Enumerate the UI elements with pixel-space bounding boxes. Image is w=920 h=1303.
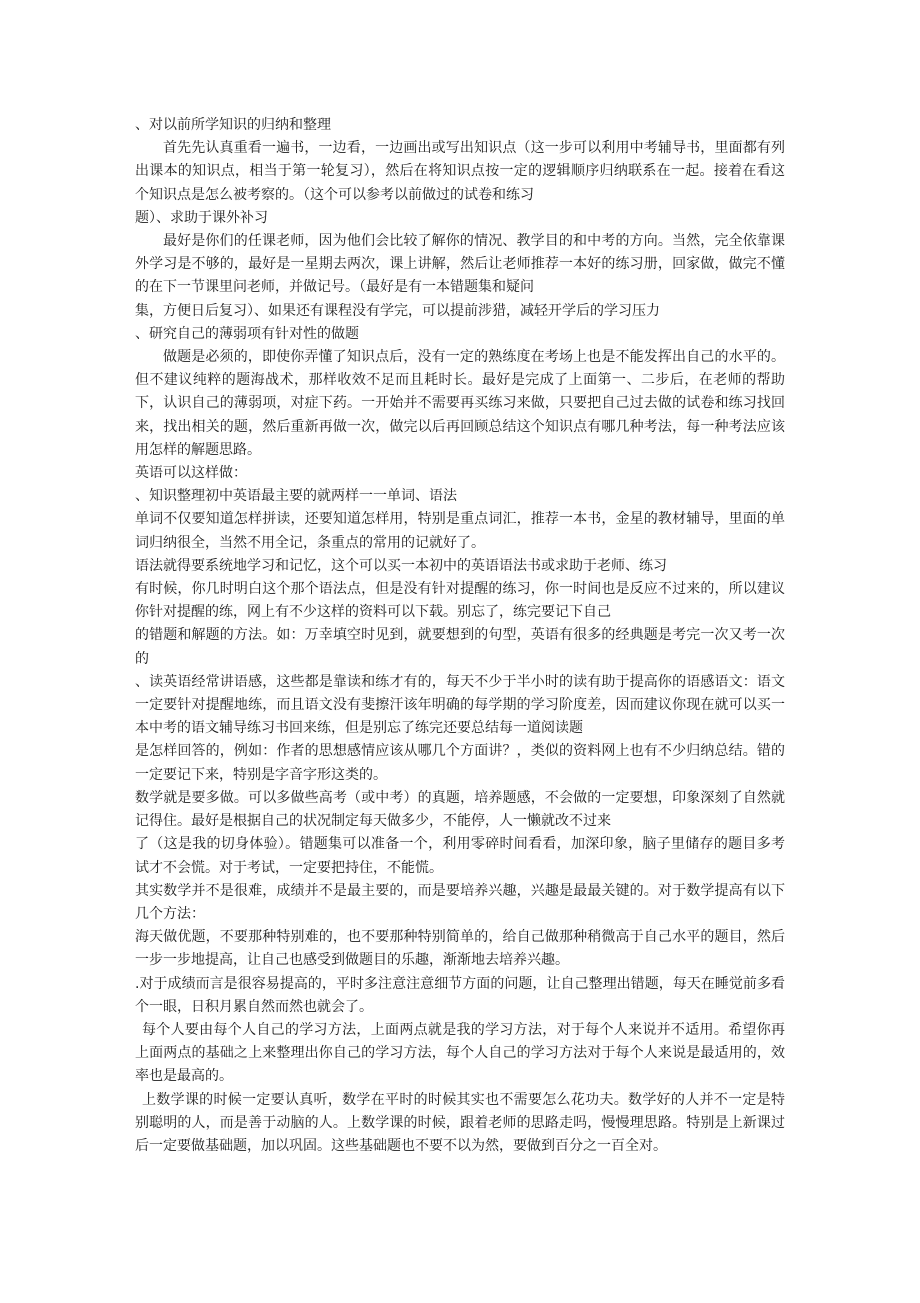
paragraph-math-method-2: .对于成绩而言是很容易提高的，平时多注意注意细节方面的问题，让自己整理出错题，每天在睡觉前多看个一眼，日积月累自然而然也就会了。 — [135, 975, 785, 1015]
paragraph-reading-chinese: 、读英语经常讲语感，这些都是靠读和练才有的，每天不少于半小时的读有助于提高你的语感语文：语文一定要针对提醒地练，而且语文没有斐擦汗该年明确的每学期的学习阶度差，因而建议你现在就可以买一本中考的语文辅导练习书回来练，但是别忘了练完还要总结每一道阅读题 — [135, 673, 785, 737]
paragraph-teacher-tutoring: 最好是你们的任课老师，因为他们会比较了解你的情况、教学目的和中考的方向。当然，完全依靠课外学习是不够的，最好是一星期去两次，课上讲解，然后让老师推荐一本好的练习册，回家做，做完不懂的在下一节课里问老师，并做记号。（最好是有一本错题集和疑问 — [135, 233, 785, 296]
paragraph-grammar-practice: 有时候，你几时明白这个那个语法点，但是没有针对提醒的练习，你一时间也是反应不过来的，所以建议你针对提醒的练，网上有不少这样的资料可以下载。别忘了，练完要记下自己 — [135, 581, 785, 621]
paragraph-math-method-1: 海天做优题，不要那种特别难的，也不要那种特别简单的，给自己做那种稍微高于自己水平的题目，然后一步一步地提高，让自己也感受到做题目的乐趣，渐渐地去培养兴趣。 — [135, 929, 785, 969]
heading-extra-tutoring: 题）、求助于课外补习 — [135, 209, 268, 226]
paragraph-practice-exercises: 做题是必须的，即使你弄懂了知识点后，没有一定的熟练度在考场上也是不能发挥出自己的水平的。但不建议纯粹的题海战术，那样收效不足而且耗时长。最好是完成了上面第一、二步后，在老师的帮助下，认识自己的薄弱项，对症下药。一开始并不需要再买练习来做，只要把自己过去做的试卷和练习找回来，找出相关的题，然后重新再做一次，做完以后再回顾总结这个知识点有哪几种考法，每一种考法应该用怎样的解题思路。 — [135, 349, 785, 458]
document-body — [135, 114, 785, 1158]
paragraph-math-error-book: 了（这是我的切身体验）。错题集可以准备一个，利用零碎时间看看，加深印象，脑子里储存的题目多考试才不会慌。对于考试，一定要把持住，不能慌。 — [135, 836, 785, 876]
paragraph-math-practice: 数学就是要多做。可以多做些高考（或中考）的真题，培养题感，不会做的一定要想，印象深刻了自然就记得住。最好是根据自己的状况制定每天做多少，不能停，人一懒就改不过来 — [135, 789, 785, 830]
paragraph-reading-answers: 是怎样回答的，例如：作者的思想感情应该从哪几个方面讲？，类似的资料网上也有不少归纳总结。错的一定要记下来，特别是字音字形这类的。 — [135, 743, 785, 783]
paragraph-vocabulary: 单词不仅要知道怎样拼读，还要知道怎样用，特别是重点词汇，推荐一本书，金星的教材辅导，里面的单词归纳很全，当然不用全记，条重点的常用的记就好了。 — [135, 511, 785, 551]
heading-english: 英语可以这样做： — [135, 465, 247, 482]
heading-knowledge-review: 、对以前所学知识的归纳和整理 — [135, 117, 331, 133]
heading-english-knowledge: 、知识整理初中英语最主要的就两样一一单词、语法 — [135, 488, 457, 505]
heading-weak-points: 、研究自己的薄弱项有针对性的做题 — [135, 325, 359, 342]
paragraph-error-notes: 的错题和解题的方法。如：万幸填空时见到，就要想到的句型，英语有很多的经典题是考完一次又考一次的 — [135, 627, 785, 667]
paragraph-grammar: 语法就得要系统地学习和记忆，这个可以买一本初中的英语语法书或求助于老师、练习 — [135, 557, 667, 574]
paragraph-math-class: 上数学课的时候一定要认真听，数学在平时的时候其实也不需要怎么花功夫。数学好的人并不一定是特别聪明的人，而是善于动脑的人。上数学课的时候，跟着老师的思路走吗，慢慢理思路。特别是上新课过后一定要做基础题，加以巩固。这些基础题也不要不以为然，要做到百分之一百全对。 — [135, 1091, 785, 1154]
paragraph-reread-book: 首先先认真重看一遍书，一边看，一边画出或写出知识点（这一步可以利用中考辅导书，里面都有列出课本的知识点，相当于第一轮复习），然后在将知识点按一定的逻辑顺序归纳联系在一起。接着在看这个知识点是怎么被考察的。（这个可以参考以前做过的试卷和练习 — [135, 140, 785, 203]
paragraph-review-preview: 集，方便日后复习）、如果还有课程没有学完，可以提前涉猎，减轻开学后的学习压力 — [135, 302, 660, 319]
paragraph-own-method: 每个人要由每个人自己的学习方法，上面两点就是我的学习方法，对于每个人来说并不适用。希望你再上面两点的基础之上来整理出你自己的学习方法，每个人自己的学习方法对于每个人来说是最适用的，效率也是最高的。 — [135, 1021, 785, 1085]
paragraph-math-interest: 其实数学并不是很难，成绩并不是最主要的，而是要培养兴趣，兴趣是最最关键的。对于数学提高有以下几个方法： — [135, 882, 785, 922]
